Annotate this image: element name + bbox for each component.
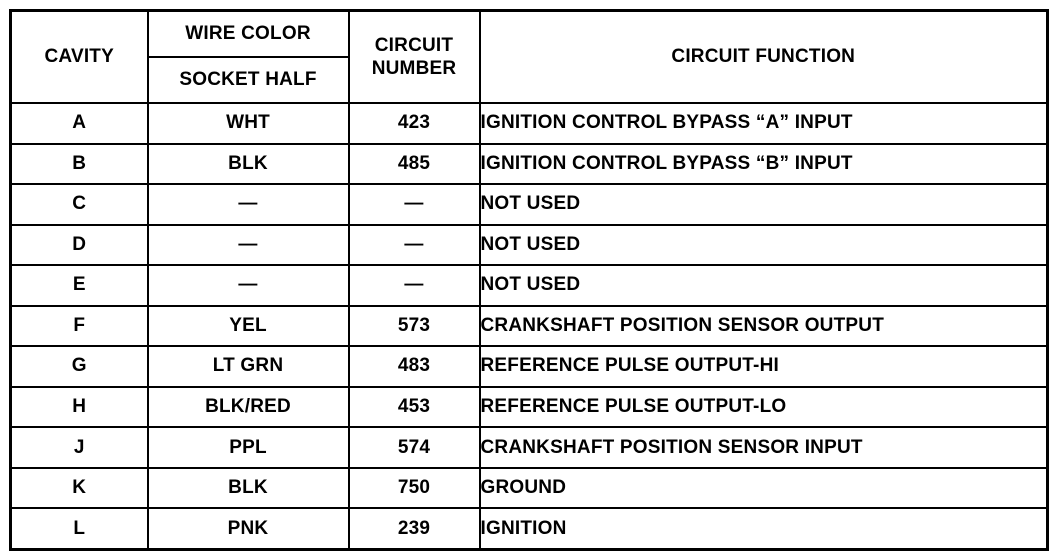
header-circuit-number — [349, 11, 480, 104]
cell-wire-color: LT GRN — [148, 346, 349, 387]
table-row — [11, 387, 1048, 428]
cell-wire-color: BLK — [148, 468, 349, 509]
cell-wire-color: BLK/RED — [148, 387, 349, 428]
cell-wire-color: PNK — [148, 508, 349, 549]
cell-circuit-number: 574 — [349, 427, 480, 468]
cell-circuit-number: 573 — [349, 306, 480, 347]
cell-wire-color: WHT — [148, 103, 349, 144]
cell-cavity: G — [11, 346, 148, 387]
table-body — [11, 103, 1048, 550]
cell-circuit-number: — — [349, 265, 480, 306]
cell-circuit-function: CRANKSHAFT POSITION SENSOR INPUT — [480, 427, 1048, 468]
cell-circuit-function: CRANKSHAFT POSITION SENSOR OUTPUT — [480, 306, 1048, 347]
cell-circuit-function: NOT USED — [480, 225, 1048, 266]
table-row — [11, 265, 1048, 306]
cell-cavity: F — [11, 306, 148, 347]
cell-circuit-function: IGNITION CONTROL BYPASS “A” INPUT — [480, 103, 1048, 144]
header-wire-color: WIRE COLOR — [148, 11, 349, 58]
table-row — [11, 468, 1048, 509]
cell-cavity: D — [11, 225, 148, 266]
cell-wire-color: BLK — [148, 144, 349, 185]
table-row — [11, 144, 1048, 185]
header-circuit-function: CIRCUIT FUNCTION — [480, 11, 1048, 104]
cell-circuit-number: — — [349, 225, 480, 266]
table-row — [11, 306, 1048, 347]
table-row — [11, 225, 1048, 266]
table-row — [11, 508, 1048, 549]
cell-cavity: B — [11, 144, 148, 185]
cell-wire-color: PPL — [148, 427, 349, 468]
cell-cavity: L — [11, 508, 148, 549]
header-circuit-number-label: CIRCUIT NUMBER — [371, 35, 457, 79]
cell-wire-color: — — [148, 184, 349, 225]
cell-circuit-function: IGNITION — [480, 508, 1048, 549]
cell-cavity: H — [11, 387, 148, 428]
cell-circuit-number: 239 — [349, 508, 480, 549]
cell-wire-color: YEL — [148, 306, 349, 347]
cell-wire-color: — — [148, 265, 349, 306]
cell-cavity: E — [11, 265, 148, 306]
cell-circuit-function: REFERENCE PULSE OUTPUT-LO — [480, 387, 1048, 428]
table-row — [11, 427, 1048, 468]
cell-circuit-function: NOT USED — [480, 265, 1048, 306]
cell-cavity: A — [11, 103, 148, 144]
table-row — [11, 103, 1048, 144]
cell-circuit-number: 750 — [349, 468, 480, 509]
cell-circuit-number: — — [349, 184, 480, 225]
cell-circuit-function: NOT USED — [480, 184, 1048, 225]
cell-cavity: C — [11, 184, 148, 225]
header-cavity: CAVITY — [11, 11, 148, 104]
cell-circuit-function: GROUND — [480, 468, 1048, 509]
cell-circuit-number: 423 — [349, 103, 480, 144]
connector-pinout-table — [9, 9, 1049, 551]
cell-cavity: K — [11, 468, 148, 509]
cell-circuit-number: 485 — [349, 144, 480, 185]
table-row — [11, 184, 1048, 225]
table-row — [11, 346, 1048, 387]
cell-circuit-number: 483 — [349, 346, 480, 387]
cell-cavity: J — [11, 427, 148, 468]
cell-circuit-function: IGNITION CONTROL BYPASS “B” INPUT — [480, 144, 1048, 185]
cell-circuit-function: REFERENCE PULSE OUTPUT-HI — [480, 346, 1048, 387]
cell-wire-color: — — [148, 225, 349, 266]
cell-circuit-number: 453 — [349, 387, 480, 428]
header-socket-half: SOCKET HALF — [148, 57, 349, 103]
